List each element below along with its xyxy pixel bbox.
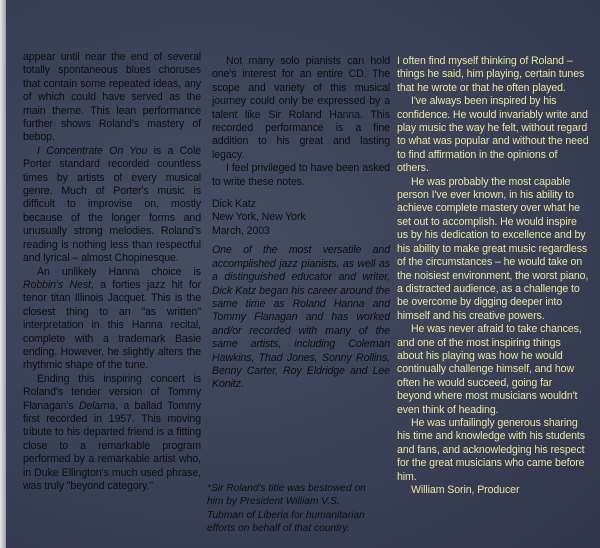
booklet-spine [0, 0, 6, 548]
author-bio: One of the most versatile and accomplished jazz pianists, as well as a distinguished educator and writer, Dick Katz began his career around the same time as Roland Hanna and Tommy Flanagan and has worked and/or recorded with many of the same artists, including Coleman Hawkins, Thad Jones, Sonny Rollins, Benny Carter, Roy Eldridge and Lee Konitz. [212, 244, 390, 391]
paragraph: He was unfailingly generous sharing his time and knowledge with his students and fans, and acknowledging his respect for the great musicians who came before him. [397, 416, 585, 483]
paragraph: I feel privileged to have been asked to write these notes. [212, 162, 390, 188]
footnote-text: *Sir Roland's title was bestowed on him by President William V.S. Tubman of Liberia for humanitarian efforts on behalf of that country. [207, 483, 366, 534]
paragraph: He was never afraid to take chances, and one of the most inspiring things about his playing was how he would continually challenge himself, and how often he would succeed, going far beyond where most musicians wouldn't even think of heading. [397, 323, 582, 416]
song-title: Robbin's Nest [23, 278, 91, 291]
paragraph: appear until near the end of several totally spontaneous blues choruses that contain some repeated ideas, any of which could have served as the main theme. This lean performance further shows Roland's mastery of bebop. [23, 51, 201, 144]
paragraph: Ending this inspiring concert is Roland's tender version of Tommy Flanagan's Delarna, a ballad Tommy first recorded in 1957. This moving tribute to his departed friend is a fitting close to a remarkable program performed by a remarkable artist who, in Duke Ellington's much used phrase, was truly "beyond category." [23, 372, 201, 492]
column-right [397, 55, 589, 497]
author-name: Dick Katz [212, 198, 256, 211]
author-location: New York, New York [212, 211, 306, 224]
paragraph: I often find myself thinking of Roland – things he said, him playing, certain tunes that he wrote or that he often played. [397, 55, 585, 94]
paragraph: He was probably the most capable person I've ever known, in his ability to achieve complete mastery over what he set out to accomplish. He would inspire us by his dedication to excellence and by his ability to make great music regardless of the circumstances – he would take on the noisiest environment, the worst piano, a distracted audience, as a challenge to be overcome by digging deeper into himself and his creative powers. [397, 175, 589, 322]
column-middle [212, 55, 390, 392]
paragraph: I Concentrate On You is a Cole Porter standard recorded countless times by artists of every musical genre. Much of Porter's music is difficult to improvise on, mostly because of the longer forms and unusually strong melodies. Roland's reading is nothing less than respectful and lyrical – almost Chopinesque. [23, 144, 201, 265]
author-date: March, 2003 [212, 224, 270, 237]
paragraph: An unlikely Hanna choice is Robbin's Nest, a forties jazz hit for tenor titan Illinois Jacquet. This is the closest thing to an "as written" interpretation in this Hanna recital, complete with a trademark Basie ending. However, he slightly alters the rhythmic shape of the tune. [23, 265, 201, 372]
column-left [23, 51, 201, 493]
author-signature [212, 198, 390, 238]
song-title: Delarna [78, 399, 116, 412]
producer-signature: William Sorin, Producer [411, 484, 520, 496]
song-title: I Concentrate On You [37, 144, 148, 157]
footnote [207, 472, 377, 545]
paragraph: I've always been inspired by his confidence. He would invariably write and play music the way he felt, without regard to what was popular and without the need to find affirmation in the opinions of others. [397, 95, 589, 175]
paragraph: Not many solo pianists can hold one's interest for an entire CD. The scope and variety of this musical journey could only be expressed by a talent like Sir Roland Hanna. This recorded performance is a fine addition to his great and lasting legacy. [212, 55, 390, 161]
